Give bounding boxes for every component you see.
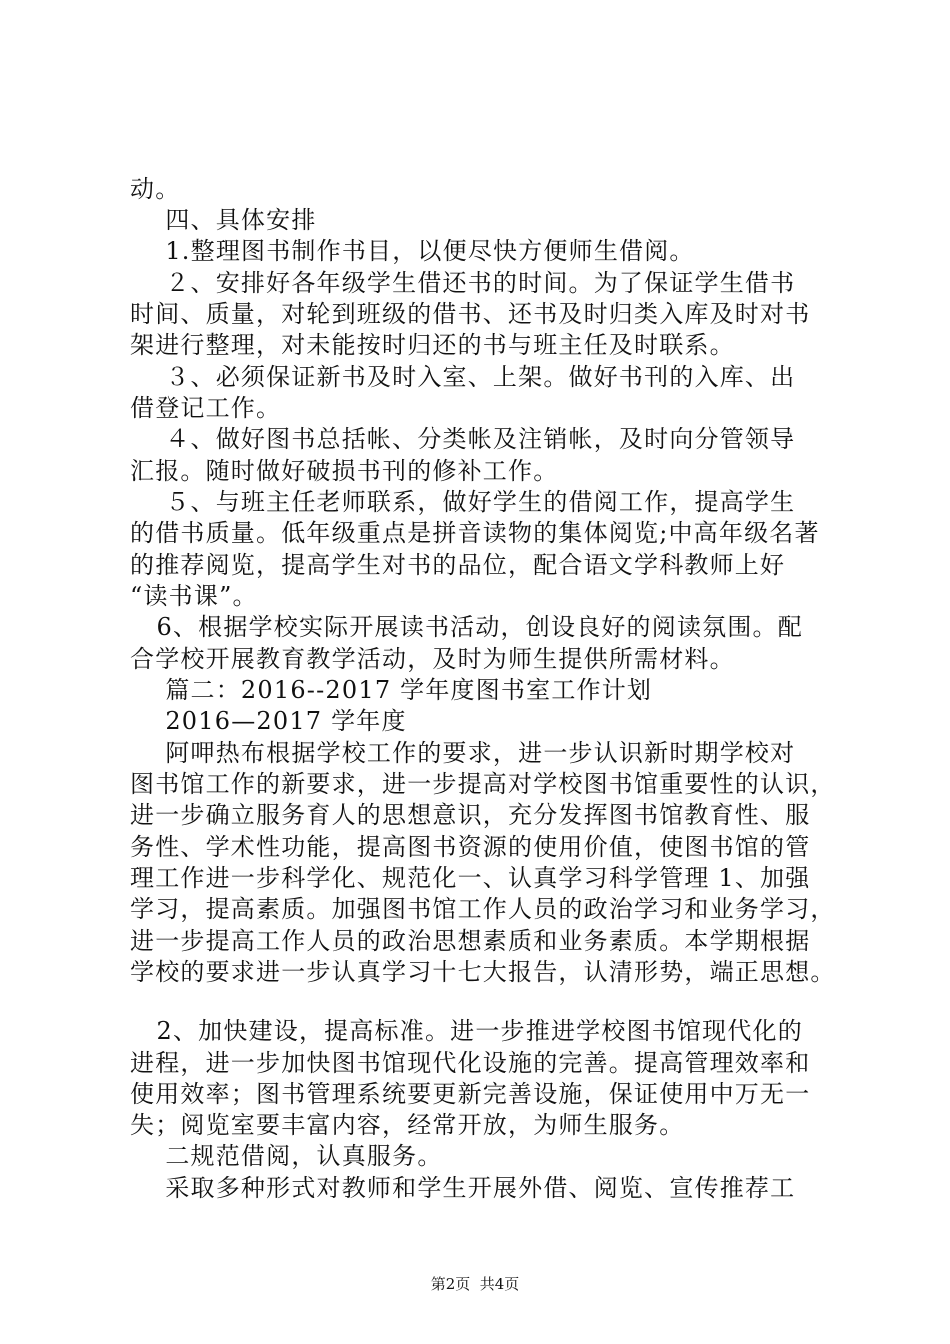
text-line: 6、根据学校实际开展读书活动，创设良好的阅读氛围。配 — [130, 613, 803, 641]
section-heading: 四、具体安排 — [130, 206, 317, 234]
text-line: 图书馆工作的新要求，进一步提高对学校图书馆重要性的认识， — [130, 770, 836, 798]
text-line: 进一步确立服务育人的思想意识，充分发挥图书馆教育性、服 — [130, 801, 811, 829]
text-line: 汇报。随时做好破损书刊的修补工作。 — [130, 457, 559, 485]
text-line: 架进行整理，对未能按时归还的书与班主任及时联系。 — [130, 331, 735, 359]
text-line: 进一步提高工作人员的政治思想素质和业务素质。本学期根据 — [130, 927, 811, 955]
section-heading: 二规范借阅，认真服务。 — [130, 1142, 443, 1170]
text-line: ２、安排好各年级学生借还书的时间。为了保证学生借书 — [130, 269, 796, 297]
page-footer: 第2页 共4页 — [430, 1275, 520, 1293]
text-line: 时间、质量，对轮到班级的借书、还书及时归类入库及时对书 — [130, 300, 811, 328]
text-line: 阿呷热布根据学校工作的要求，进一步认识新时期学校对 — [130, 739, 796, 767]
text-line: ３、必须保证新书及时入室、上架。做好书刊的入库、出 — [130, 363, 796, 391]
text-line: ５、与班主任老师联系，做好学生的借阅工作，提高学生 — [130, 488, 796, 516]
text-line: 理工作进一步科学化、规范化一、认真学习科学管理 1、加强 — [130, 864, 811, 892]
text-line: 采取多种形式对教师和学生开展外借、阅览、宣传推荐工 — [130, 1174, 796, 1202]
text-line: 合学校开展教育教学活动，及时为师生提供所需材料。 — [130, 645, 735, 673]
text-line: ４、做好图书总括帐、分类帐及注销帐，及时向分管领导 — [130, 425, 796, 453]
text-line: 动。 — [130, 175, 181, 203]
text-line: 学校的要求进一步认真学习十七大报告，认清形势，端正思想。 — [130, 958, 836, 986]
text-line: 学习，提高素质。加强图书馆工作人员的政治学习和业务学习， — [130, 895, 836, 923]
text-line: 2、加快建设，提高标准。进一步推进学校图书馆现代化的 — [130, 1017, 803, 1045]
text-line: 使用效率；图书管理系统要更新完善设施，保证使用中万无一 — [130, 1080, 811, 1108]
text-line: 失；阅览室要丰富内容，经常开放，为师生服务。 — [130, 1111, 685, 1139]
text-line: 借登记工作。 — [130, 394, 282, 422]
text-line: “读书课”。 — [130, 582, 258, 610]
text-line: 的推荐阅览，提高学生对书的品位，配合语文学科教师上好 — [130, 551, 786, 579]
section-heading: 篇二：2016--2017 学年度图书室工作计划 — [130, 676, 653, 704]
text-line: 的借书质量。低年级重点是拼音读物的集体阅览;中高年级名著 — [130, 519, 820, 547]
text-line: 2016—2017 学年度 — [130, 707, 407, 735]
text-line: 1.整理图书制作书目，以便尽快方便师生借阅。 — [130, 237, 695, 265]
text-line: 务性、学术性功能，提高图书资源的使用价值，使图书馆的管 — [130, 833, 811, 861]
text-line: 进程，进一步加快图书馆现代化设施的完善。提高管理效率和 — [130, 1049, 811, 1077]
